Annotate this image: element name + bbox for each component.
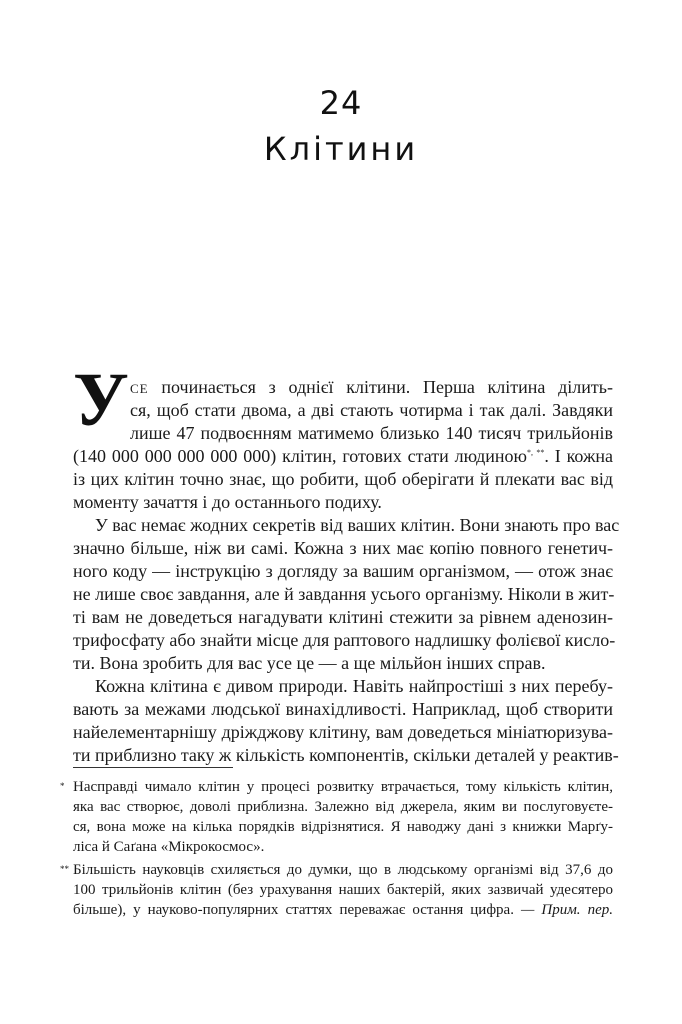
translator-note: — Прим. пер. bbox=[521, 902, 613, 918]
footnote-2-line-3 bbox=[73, 900, 613, 920]
footnote-1-line-3: ся, вона може на кілька порядків відрізнятися. Я наводжу дані з книжки Марґу- bbox=[73, 819, 613, 835]
line-text: починається з однієї клітини. Перша клітина ділить- bbox=[148, 377, 613, 397]
paragraph-2-line-3: ного коду — інструкцію з догляду за вашим організмом, — отож знає bbox=[73, 561, 613, 581]
line-text: (140 000 000 000 000 000) клітин, готових стати людиною bbox=[73, 446, 527, 466]
paragraph-1-line-5: із цих клітин точно знає, що робити, щоб оберігати й плекати вас від bbox=[73, 469, 613, 489]
footnote-2-mark: ** bbox=[60, 864, 69, 874]
small-caps-start: се bbox=[130, 377, 149, 397]
line-text: більше), у науково-популярних статтях переважає остання цифра. bbox=[73, 902, 514, 918]
line-text-end: . І кожна bbox=[544, 446, 614, 466]
chapter-title: Клітини bbox=[263, 130, 419, 168]
paragraph-3-line-3: найелементарнішу дріжджову клітину, вам доведеться мініатюризува- bbox=[73, 722, 613, 742]
paragraph-2-line-7: ти. Вона зробить для вас усе це — а ще мільйон інших справ. bbox=[73, 653, 546, 673]
drop-cap: У bbox=[73, 358, 129, 442]
paragraph-1-line-2: ся, щоб стати двома, а дві стають чотирма і так далі. Завдяки bbox=[130, 400, 613, 420]
footnote-divider bbox=[73, 767, 233, 768]
paragraph-3-line-2: вають за межами людської винахідливості. Наприклад, щоб створити bbox=[73, 699, 613, 719]
paragraph-2-line-5: ті вам не доведеться нагадувати клітині стежити за рівнем аденозин- bbox=[73, 607, 613, 627]
footnote-1-mark: * bbox=[60, 781, 65, 791]
paragraph-3-line-1: Кожна клітина є дивом природи. Навіть найпростіші з них перебу- bbox=[95, 676, 613, 696]
footnote-1-line-4: ліса й Саґана «Мікрокосмос». bbox=[73, 839, 265, 855]
chapter-number: 24 bbox=[319, 84, 363, 122]
footnote-2-line-2: 100 трильйонів клітин (без урахування наших бактерій, яких зазвичай удесятеро bbox=[73, 882, 613, 898]
footnote-ref[interactable]: *, ** bbox=[527, 448, 545, 457]
footnote-1-line-2: яка вас створює, доволі приблизна. Залежно від джерела, яким ви послуговуєте- bbox=[73, 799, 613, 815]
footnote-2-line-1: Більшість науковців схиляється до думки, що в людському організмі від 37,6 до bbox=[73, 862, 613, 878]
paragraph-2-line-1: У вас немає жодних секретів від ваших клітин. Вони знають про вас bbox=[95, 515, 620, 535]
footnote-1-line-1: Насправді чимало клітин у процесі розвитку втрачається, тому кількість клітин, bbox=[73, 779, 613, 795]
paragraph-2-line-6: трифосфату або знайти місце для раптового надлишку фолієвої кисло- bbox=[73, 630, 616, 650]
paragraph-1-line-6: моменту зачаття і до останнього подиху. bbox=[73, 492, 382, 512]
paragraph-2-line-4: не лише своє завдання, але й завдання усього організму. Ніколи в жит- bbox=[73, 584, 615, 604]
paragraph-1-line-3: лише 47 подвоєнням матимемо близько 140 тисяч трильйонів bbox=[130, 423, 613, 443]
paragraph-3-line-4: ти приблизно таку ж кількість компонентів, скільки деталей у реактив- bbox=[73, 745, 619, 765]
paragraph-2-line-2: значно більше, ніж ви самі. Кожна з них має копію повного генетич- bbox=[73, 538, 613, 558]
paragraph-1-line-1 bbox=[130, 376, 613, 399]
paragraph-1-line-4 bbox=[73, 445, 613, 468]
